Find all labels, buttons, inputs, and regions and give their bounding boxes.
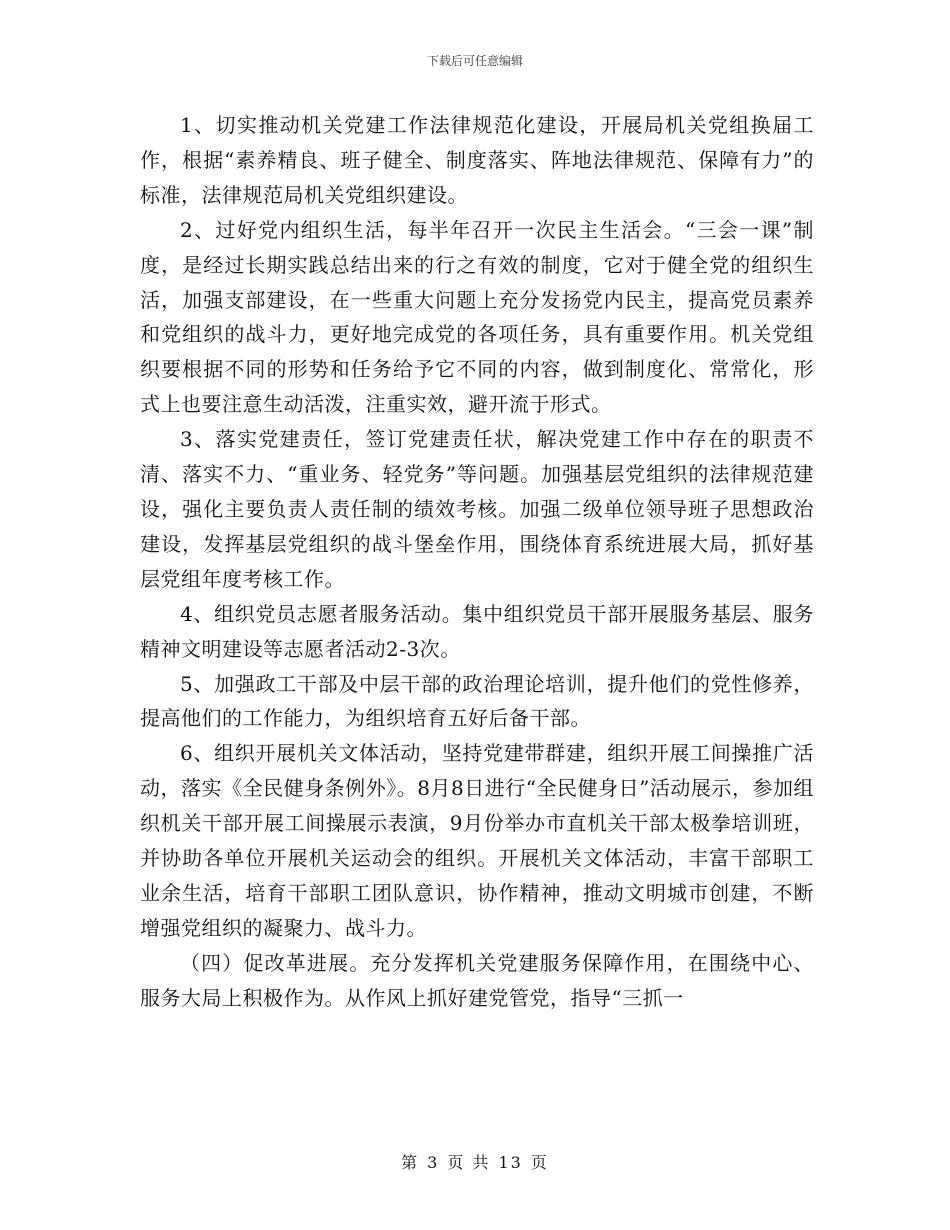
footer-current-page: 3 [427, 1153, 440, 1172]
paragraph-item-6: 6、组织开展机关文体活动，坚持党建带群建，组织开展工间操推广活动，落实《全民健身条例外》。8月8日进行“全民健身日”活动展示，参加组织机关干部开展工间操展示表演，9月份举办市直机关干部太极拳培训班，并协助各单位开展机关运动会的组织。开展机关文体活动，丰富干部职工业余生活，培育干部职工团队意识，协作精神，推动文明城市创建，不断增强党组织的凝聚力、战斗力。 [140, 741, 814, 940]
paragraph-item-3: 3、落实党建责任，签订党建责任状，解决党建工作中存在的职责不清、落实不力、“重业务、轻党务”等问题。加强基层党组织的法律规范建设，强化主要负责人责任制的绩效考核。加强二级单位领导班子思想政治建设，发挥基层党组织的战斗堡垒作用，围绕体育系统进展大局，抓好基层党组年度考核工作。 [140, 427, 814, 591]
paragraph-item-2: 2、过好党内组织生活，每半年召开一次民主生活会。“三会一课”制度，是经过长期实践总结出来的行之有效的制度，它对于健全党的组织生活，加强支部建设，在一些重大问题上充分发扬党内民主，提高党员素养和党组织的战斗力，更好地完成党的各项任务，具有重要作用。机关党组织要根据不同的形势和任务给予它不同的内容，做到制度化、常常化，形式上也要注意生动活泼，注重实效，避开流于形式。 [140, 217, 814, 417]
paragraph-item-1: 1、切实推动机关党建工作法律规范化建设，开展局机关党组换届工作，根据“素养精良、班子健全、制度落实、阵地法律规范、保障有力”的标准，法律规范局机关党组织建设。 [140, 113, 814, 207]
footer-suffix: 页 [530, 1153, 549, 1172]
footer-middle: 页 共 [447, 1153, 491, 1172]
page-footer [0, 1150, 950, 1173]
document-body [140, 108, 814, 1016]
paragraph-item-4: 4、组织党员志愿者服务活动。集中组织党员干部开展服务基层、服务精神文明建设等志愿者活动2-3次。 [140, 601, 814, 661]
footer-total-pages: 13 [498, 1153, 523, 1172]
page-header-note: 下载后可任意编辑 [426, 54, 523, 68]
footer-prefix: 第 [401, 1153, 420, 1172]
paragraph-section-four: （四）促改革进展。充分发挥机关党建服务保障作用，在围绕中心、服务大局上积极作为。从作风上抓好建党管党，指导“三抓一 [140, 950, 814, 1010]
paragraph-item-5: 5、加强政工干部及中层干部的政治理论培训，提升他们的党性修养，提高他们的工作能力，为组织培育五好后备干部。 [140, 671, 814, 731]
